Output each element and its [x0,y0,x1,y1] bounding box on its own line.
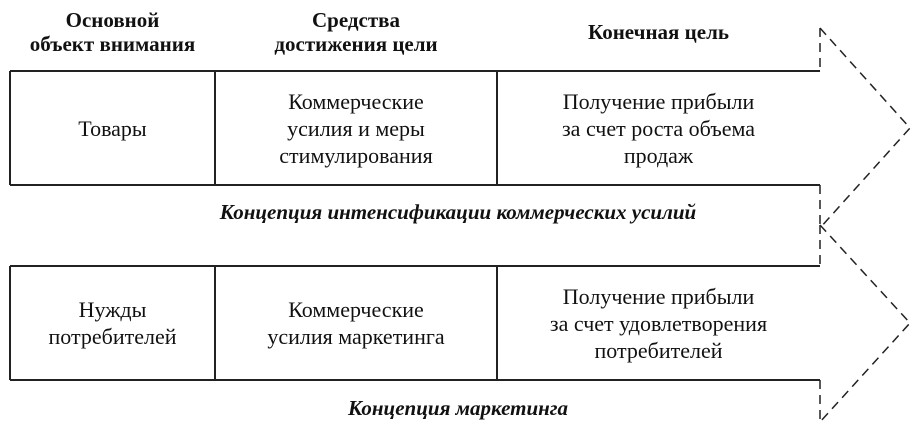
row-1-goal: Получение прибыли за счет роста объема продаж [561,88,755,168]
row-2-object: Нужды потребителей [48,297,177,349]
row-2-goal: Получение прибыли за счет удовлетворения потребителей [549,283,768,363]
row-2-caption: Концепция маркетинга [347,396,569,420]
header-means: Средства достижения цели [274,8,438,56]
arrow-2-dashed [820,225,910,422]
header-goal: Конечная цель [588,20,729,44]
row-1-object: Товары [78,115,147,141]
arrow-1-dashed [820,28,910,228]
header-main-object: Основной объект внимания [29,8,196,56]
row-1-caption: Концепция интенсификации коммерческих усилий [219,200,697,224]
row-2-means: Коммерческие усилия маркетинга [267,297,445,349]
row-1-means: Коммерческие усилия и меры стимулирования [279,88,433,168]
